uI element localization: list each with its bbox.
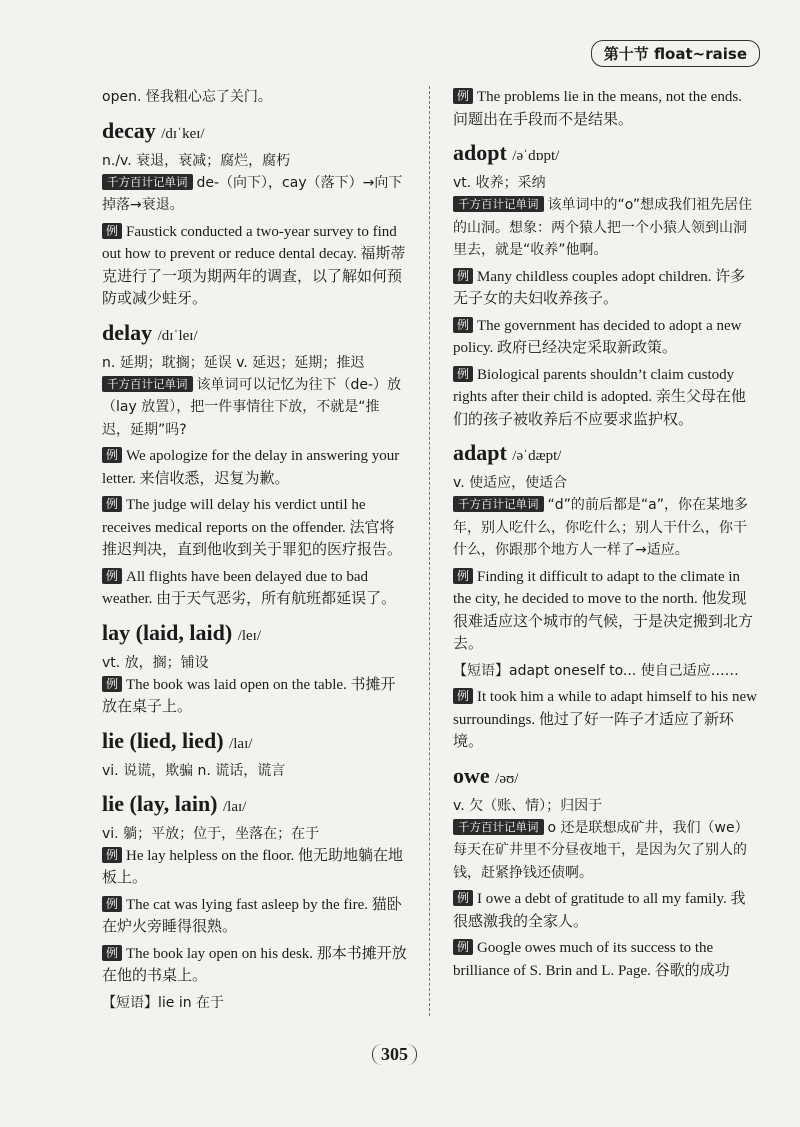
example-tag: 例 (453, 688, 473, 704)
example-block: 例 The judge will delay his verdict until he receives medical reports on the offender. 法官将推迟判决，直到他收到关于罪犯的医疗报告。 (102, 497, 403, 558)
headword-lay: lay (laid, laid) /leɪ/ (102, 619, 262, 645)
example-block: 例 I owe a debt of gratitude to all my family. 我很感激我的全家人。 (453, 891, 746, 930)
example-tag: 例 (102, 847, 122, 863)
definition: vt. 放，搁；铺设 (102, 654, 209, 671)
example-tag: 例 (102, 945, 122, 961)
example-tag: 例 (102, 447, 122, 463)
phrase-tag: 【短语】 (453, 662, 509, 679)
example-block: 例 Faustick conducted a two-year survey to find out how to prevent or reduce dental decay. 福斯蒂克进行了一项为期两年的调查，以了解如何预防或减少蛀牙。 (102, 223, 406, 307)
example-block: 例 Finding it difficult to adapt to the climate in the city, he decided to move to the north. 他发现很难适应这个城市的气候，于是决定搬到北方去。 (453, 568, 754, 652)
example-tag: 例 (453, 88, 473, 104)
definition: v. 欠（账、情）；归因于 (453, 797, 603, 814)
memo-block: 千方百计记单词 de-（向下），cay（落下）→向下掉落→衰退。 (102, 174, 403, 213)
example-tag: 例 (453, 939, 473, 955)
example-block: 例 The problems lie in the means, not the ends. 问题出在手段而不是结果。 (453, 89, 742, 128)
example-tag: 例 (453, 366, 473, 382)
definition: v. 使适应，使适合 (453, 475, 568, 491)
memo-block: 千方百计记单词 o 还是联想成矿井，我们（we）每天在矿井里不分昼夜地干，是因为欠了别人的钱，赶紧挣钱还债啊。 (453, 819, 749, 881)
example-block: 例 He lay helpless on the floor. 他无助地躺在地板上。 (102, 847, 404, 886)
example-tag: 例 (102, 223, 122, 239)
memo-tag: 千方百计记单词 (453, 196, 544, 212)
headword-owe: owe /əʊ/ (453, 762, 519, 788)
memo-tag: 千方百计记单词 (102, 174, 193, 190)
headword-lie-lied: lie (lied, lied) /laɪ/ (102, 727, 253, 753)
example-tag: 例 (453, 317, 473, 333)
headword-adopt: adopt /əˈdɒpt/ (453, 140, 560, 165)
memo-block: 千方百计记单词 该单词可以记忆为往下（de-）放（lay 放置），把一件事情往下放，不就是“推迟，延期”吗? (102, 376, 402, 438)
example-block: 例 All flights have been delayed due to bad weather. 由于天气恶劣，所有航班都延误了。 (102, 568, 397, 607)
example-block: 例 The cat was lying fast asleep by the fire. 猫卧在炉火旁睡得很熟。 (102, 896, 402, 935)
definition: n./v. 衰退，衰减；腐烂，腐朽 (102, 152, 291, 169)
headword-adapt: adapt /əˈdæpt/ (453, 440, 562, 465)
memo-tag: 千方百计记单词 (102, 376, 193, 392)
example-tag: 例 (102, 896, 122, 912)
headword-delay: delay /dɪˈleɪ/ (102, 319, 198, 345)
memo-block: 千方百计记单词 “d”的前后都是“a”，你在某地多年，别人吃什么，你吃什么；别人干什么，你干什么，你跟那个地方人一样了→适应。 (453, 497, 748, 558)
section-header: 第十节 float~raise (591, 40, 760, 67)
right-column (453, 86, 758, 986)
example-tag: 例 (102, 568, 122, 584)
left-column (102, 86, 407, 1018)
example-block: 例 The book lay open on his desk. 那本书摊开放在他的书桌上。 (102, 945, 407, 984)
example-tag: 例 (453, 568, 473, 584)
headword-decay: decay /dɪˈkeɪ/ (102, 117, 205, 143)
phrase-block: 【短语】lie in 在于 (102, 994, 225, 1011)
headword-lie-lay: lie (lay, lain) /laɪ/ (102, 790, 247, 816)
example-block: 例 Biological parents shouldn’t claim custody rights after their child is adopted. 亲生父母在他们的孩子被收养后不应要求监护权。 (453, 366, 746, 428)
example-tag: 例 (453, 890, 473, 906)
example-tag: 例 (102, 496, 122, 512)
definition: vi. 躺；平放；位于，坐落在；在于 (102, 825, 320, 842)
memo-block: 千方百计记单词 该单词中的“o”想成我们祖先居住的山洞。想象：两个猿人把一个小猿人领到山洞里去，就是“收养”他啊。 (453, 197, 753, 258)
definition: n. 延期；耽搁；延误 v. 延迟；延期；推迟 (102, 354, 365, 371)
example-tag: 例 (453, 268, 473, 284)
example-block: 例 The book was laid open on the table. 书摊开放在桌子上。 (102, 676, 396, 715)
example-block: 例 Google owes much of its success to the brilliance of S. Brin and L. Page. 谷歌的成功 (453, 940, 730, 979)
example-tag: 例 (102, 676, 122, 692)
page-number: 305 (372, 1044, 417, 1065)
phrase-block: 【短语】adapt oneself to... 使自己适应…… (453, 662, 739, 679)
example-block: 例 It took him a while to adapt himself to his new surroundings. 他过了好一阵子才适应了新环境。 (453, 689, 757, 750)
memo-tag: 千方百计记单词 (453, 496, 544, 512)
continued-text: open. 怪我粗心忘了关门。 (102, 89, 272, 105)
example-block: 例 We apologize for the delay in answering your letter. 来信收悉，迟复为歉。 (102, 448, 400, 487)
definition: vi. 说谎，欺骗 n. 谎话，谎言 (102, 762, 286, 779)
phrase-tag: 【短语】 (102, 994, 158, 1011)
memo-tag: 千方百计记单词 (453, 819, 544, 835)
example-block: 例 Many childless couples adopt children. 许多无子女的夫妇收养孩子。 (453, 268, 746, 307)
column-divider (429, 86, 430, 1016)
example-block: 例 The government has decided to adopt a new policy. 政府已经决定采取新政策。 (453, 317, 742, 356)
definition: vt. 收养；采纳 (453, 175, 546, 191)
